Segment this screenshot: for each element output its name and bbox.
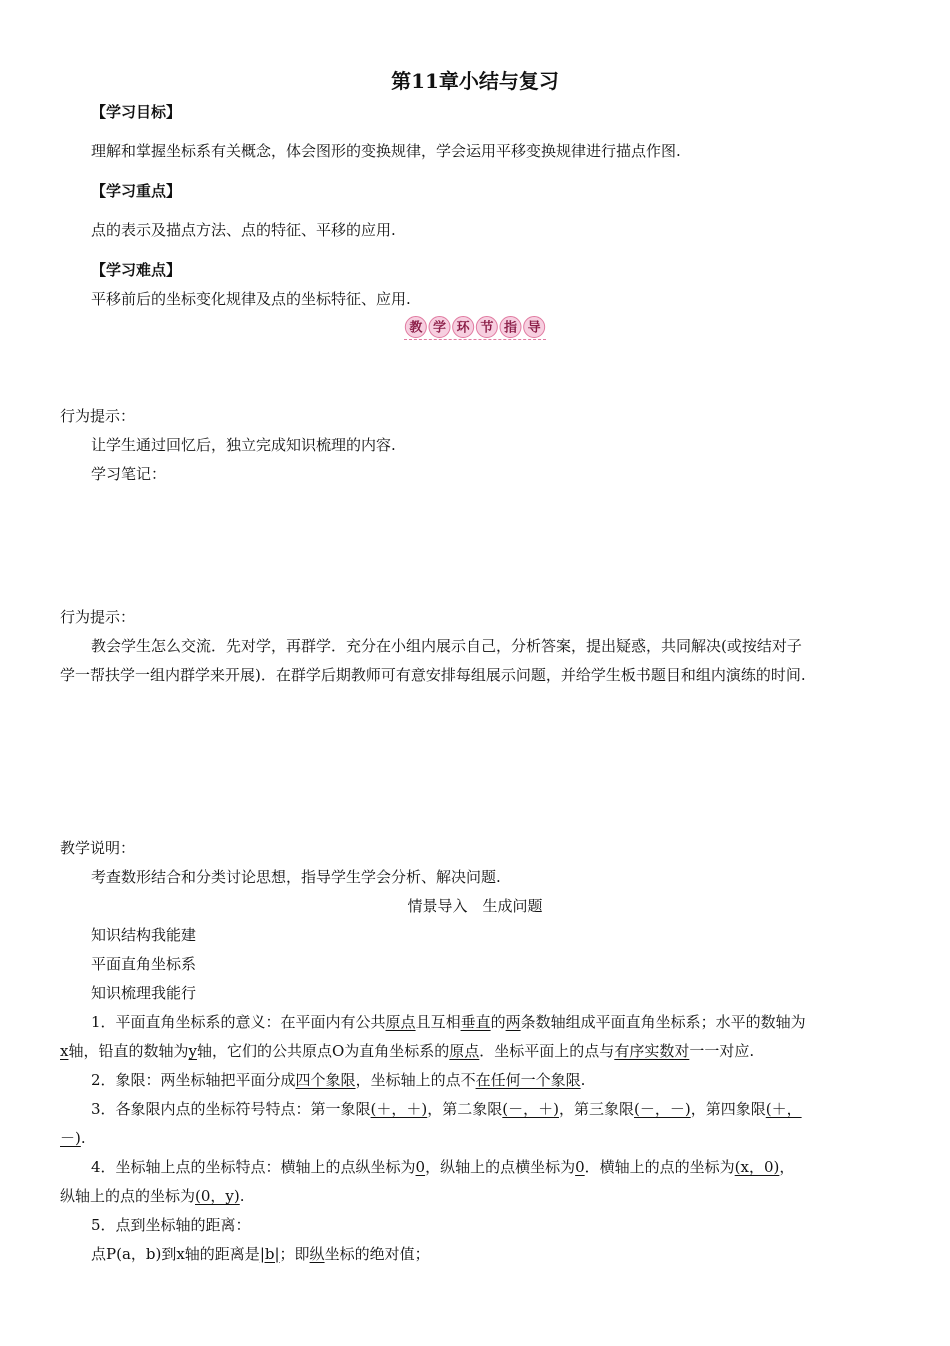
teaching-note-text: 考查数形结合和分类讨论思想，指导学生学会分析、解决问题. xyxy=(91,868,501,886)
banner-char: 学 xyxy=(432,320,447,336)
item-5-heading: 5．点到坐标轴的距离： xyxy=(91,1216,251,1234)
banner-char: 环 xyxy=(456,320,470,336)
item-1-line-1: 1．平面直角坐标系的意义：在平面内有公共原点且互相垂直的两条数轴组成平面直角坐标系；水平的数轴为 xyxy=(91,1013,806,1031)
key-points-text: 点的表示及描点方法、点的特征、平移的应用. xyxy=(91,221,396,239)
structure-heading: 知识结构我能建 xyxy=(91,926,197,944)
knowledge-review-heading: 知识梳理我能行 xyxy=(91,984,197,1002)
teaching-note-heading: 教学说明： xyxy=(60,839,136,857)
item-3-line-2: －). xyxy=(60,1129,86,1147)
coordinate-system-heading: 平面直角坐标系 xyxy=(91,955,197,973)
hint-1-text: 让学生通过回忆后，独立完成知识梳理的内容. xyxy=(91,436,396,454)
scene-intro-heading: 情景导入 生成问题 xyxy=(407,897,543,915)
goals-text: 理解和掌握坐标系有关概念，体会图形的变换规律，学会运用平移变换规律进行描点作图. xyxy=(91,142,681,160)
banner-char: 教 xyxy=(409,320,423,336)
difficulty-text: 平移前后的坐标变化规律及点的坐标特征、应用. xyxy=(91,290,411,308)
banner-divider xyxy=(404,339,546,340)
item-1-line-2: x轴，铅直的数轴为y轴，它们的公共原点O为直角坐标系的原点．坐标平面上的点与有序实数对一一对应. xyxy=(60,1042,755,1060)
hint-2-heading: 行为提示： xyxy=(60,608,136,626)
item-2: 2．象限：两坐标轴把平面分成四个象限，坐标轴上的点不在任何一个象限. xyxy=(91,1071,586,1089)
item-5-line-1: 点P(a，b)到x轴的距离是|b|；即纵坐标的绝对值； xyxy=(91,1245,430,1263)
banner-char: 节 xyxy=(480,320,494,336)
page-title: 第11章小结与复习 xyxy=(391,69,559,93)
hint-1-heading: 行为提示： xyxy=(60,407,136,425)
hint-2-line-2: 学一帮扶学一组内群学来开展)．在群学后期教师可有意安排每组展示问题，并给学生板书题目和组内演练的时间. xyxy=(60,666,806,684)
hint-2-line-1: 教会学生怎么交流．先对学，再群学．充分在小组内展示自己，分析答案，提出疑惑，共同解决(或按结对子 xyxy=(91,637,802,655)
notes-heading: 学习笔记： xyxy=(91,465,167,483)
item-3-line-1: 3．各象限内点的坐标符号特点：第一象限(＋，＋)，第二象限(－，＋)，第三象限(－，－)，第四象限(＋， xyxy=(91,1100,802,1118)
difficulty-heading: 【学习难点】 xyxy=(91,261,182,279)
banner-char: 指 xyxy=(503,320,518,336)
goals-heading: 【学习目标】 xyxy=(91,103,182,121)
item-4-line-1: 4．坐标轴上点的坐标特点：横轴上的点纵坐标为0，纵轴上的点横坐标为0．横轴上的点的坐标为(x，0)， xyxy=(91,1158,795,1176)
key-points-heading: 【学习重点】 xyxy=(91,182,182,200)
banner-char: 导 xyxy=(527,320,541,336)
item-4-line-2: 纵轴上的点的坐标为(0，y). xyxy=(60,1187,245,1205)
teaching-guide-banner xyxy=(404,315,546,341)
